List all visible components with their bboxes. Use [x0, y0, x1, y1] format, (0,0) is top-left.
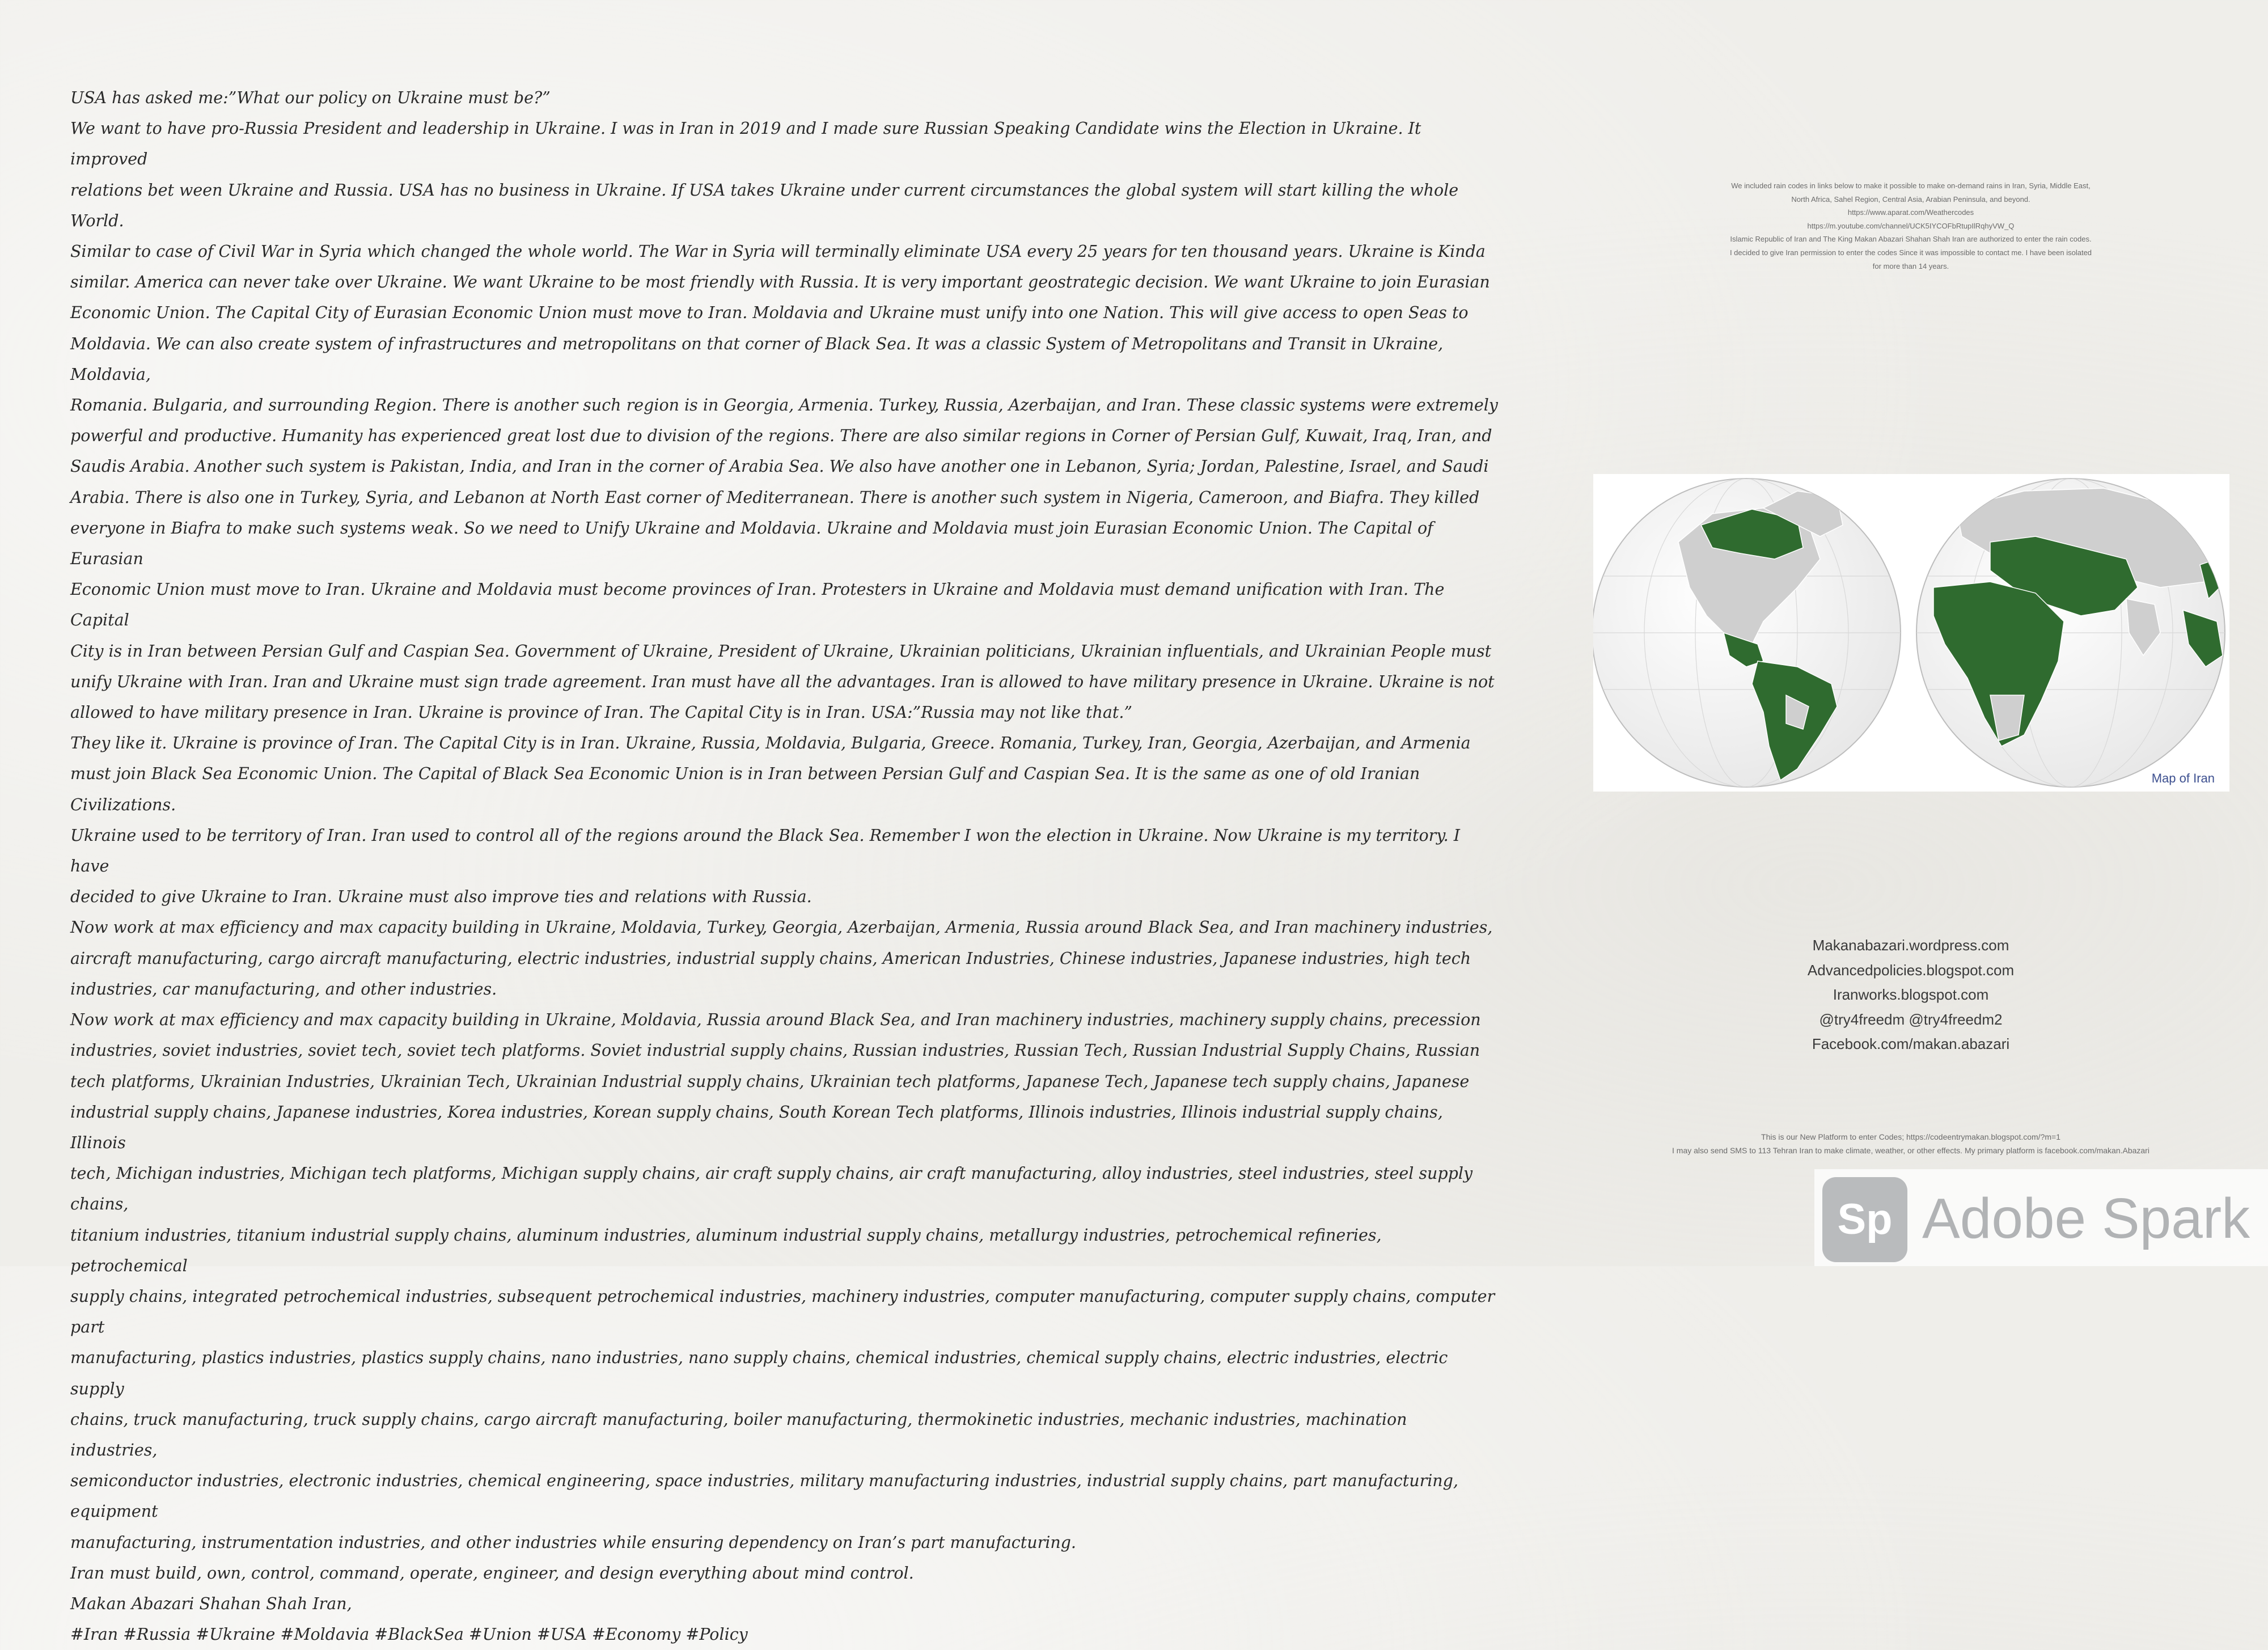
note-link[interactable]: https://www.aparat.com/Weathercodes — [1847, 208, 1974, 217]
paragraph: Iran must build, own, control, command, operate, engineer, and design everything about mind control. — [70, 1563, 914, 1583]
twitter-handles[interactable]: @try4freedm @try4freedm2 — [1819, 1010, 2003, 1028]
note-line: I decided to give Iran permission to enter the codes Since it was impossible to contact me. I have been isolated — [1729, 248, 2092, 257]
paragraph: Now work at max efficiency and max capacity building in Ukraine, Moldavia, Russia around Black Sea, and Iran machinery industries, machinery supply chains, precession industries, soviet industries, soviet tech, soviet tech platforms. Soviet industrial supply chains, Russian industries, Russian Tech, Russian Industrial Supply Chains, Russian tech platforms, Ukrainian Industries, Ukrainian Tech, Ukrainian Industrial supply chains, Ukrainian tech platforms, Japanese Tech, Japanese tech supply chains, Japanese industrial supply chains, Japanese industries, Korea industries, Korean supply chains, South Korean Tech platforms, Illinois industries, Illinois industrial supply chains, Illinois tech, Michigan industries, Michigan tech platforms, Michigan supply chains, air craft supply chains, air craft manufacturing, alloy industries, steel industries, steel supply chains, titanium industries, titanium industrial supply chains, aluminum industries, aluminum industrial supply chains, metallurgy industries, petrochemical refineries, petrochemical supply chains, integrated petrochemical industries, subsequent petrochemical industries, machinery industries, computer manufacturing, computer supply chains, computer part manufacturing, plastics industries, plastics supply chains, nano industries, nano supply chains, chemical industries, chemical supply chains, electric industries, electric supply chains, truck manufacturing, truck supply chains, cargo aircraft manufacturing, boiler manufacturing, thermokinetic industries, mechanic industries, machination industries, semiconductor industries, electronic industries, chemical engineering, space industries, military manufacturing industries, industrial supply chains, part manufacturing, equipment manufacturing, instrumentation industries, and other industries while ensuring dependency on Iran’s part manufacturing. — [70, 1010, 1495, 1552]
paragraph: USA has asked me:”What our policy on Ukraine must be?” — [70, 88, 551, 107]
rain-codes-note — [1695, 179, 2126, 273]
platform-note — [1576, 1130, 2245, 1157]
globe-map-graphic — [1593, 474, 2229, 792]
note-line: I may also send SMS to 113 Tehran Iran to make climate, weather, or other effects. My primary platform is facebook.com/makan.Abazari — [1672, 1146, 2149, 1155]
note-line: This is our New Platform to enter Codes; https://codeentrymakan.blogspot.com/?m=1 — [1761, 1132, 2060, 1141]
hashtags: #Iran #Russia #Ukraine #Moldavia #BlackSea #Union #USA #Economy #Policy — [70, 1625, 748, 1644]
paragraph: They like it. Ukraine is province of Iran. The Capital City is in Iran. Ukraine, Russia, Moldavia, Bulgaria, Greece. Romania, Turkey, Iran, Georgia, Azerbaijan, and Armenia must join Black Sea Economic Union. The Capital of Black Sea Economic Union is in Iran between Persian Gulf and Caspian Sea. It is the same as one of old Iranian Civilizations. Ukraine used to be territory of Iran. Iran used to control all of the regions around the Black Sea. Remember I won the election in Ukraine. Now Ukraine is my territory. I have decided to give Ukraine to Iran. Ukraine must also improve ties and relations with Russia. — [70, 734, 1471, 907]
map-caption: Map of Iran — [2151, 771, 2215, 785]
signature-line: Makan Abazari Shahan Shah Iran, — [70, 1594, 352, 1613]
spark-logo-icon: Sp — [1822, 1177, 1907, 1262]
link-iranworks[interactable]: Iranworks.blogspot.com — [1833, 986, 1989, 1003]
link-facebook[interactable]: Facebook.com/makan.abazari — [1812, 1035, 2010, 1052]
note-line: We included rain codes in links below to make it possible to make on-demand rains in Iran, Syria, Middle East, — [1731, 181, 2091, 190]
links-list — [1741, 933, 2081, 1057]
note-line: North Africa, Sahel Region, Central Asia, Arabian Peninsula, and beyond. — [1791, 194, 2030, 204]
map-image — [1593, 474, 2229, 792]
note-link[interactable]: https://m.youtube.com/channel/UCK5IYCOFbRtupIlRqhyVW_Q — [1807, 221, 2015, 230]
western-globe — [1593, 479, 1905, 787]
adobe-spark-watermark — [1814, 1169, 2268, 1266]
paragraph: Now work at max efficiency and max capacity building in Ukraine, Moldavia, Turkey, Georgia, Azerbaijan, Armenia, Russia around Black Sea, and Iran machinery industries, aircraft manufacturing, cargo aircraft manufacturing, electric industries, industrial supply chains, American Industries, Chinese industries, Japanese industries, high tech industries, car manufacturing, and other industries. — [70, 918, 1493, 999]
paragraph: We want to have pro-Russia President and leadership in Ukraine. I was in Iran in 2019 and I made sure Russian Speaking Candidate wins the Election in Ukraine. It improved relations bet ween Ukraine and Russia. USA has no business in Ukraine. If USA takes Ukraine under current circumstances the global system will start killing the whole World. Similar to case of Civil War in Syria which changed the whole world. The War in Syria will terminally eliminate USA every 25 years for ten thousand years. Ukraine is Kinda similar. America can never take over Ukraine. We want Ukraine to be most friendly with Russia. It is very important geostrategic decision. We want Ukraine to join Eurasian Economic Union. The Capital City of Eurasian Economic Union must move to Iran. Moldavia and Ukraine must unify into one Nation. This will give access to open Seas to Moldavia. We can also create system of infrastructures and metropolitans on that corner of Black Sea. It was a classic System of Metropolitans and Transit in Ukraine, Moldavia, Romania. Bulgaria, and surrounding Region. There is another such region is in Georgia, Armenia. Turkey, Russia, Azerbaijan, and Iran. These classic systems were extremely powerful and productive. Humanity has experienced great lost due to division of the regions. There are also similar regions in Corner of Persian Gulf, Kuwait, Iraq, Iran, and Saudis Arabia. Another such system is Pakistan, India, and Iran in the corner of Arabia Sea. We also have another one in Lebanon, Syria; Jordan, Palestine, Israel, and Saudi Arabia. There is also one in Turkey, Syria, and Lebanon at North East corner of Mediterranean. There is another such system in Nigeria, Cameroon, and Biafra. They killed everyone in Biafra to make such systems weak. So we need to Unify Ukraine and Moldavia. Ukraine and Moldavia must join Eurasian Economic Union. The Capital of Eurasian Economic Union must move to Iran. Ukraine and Moldavia must become provinces of Iran. Protesters in Ukraine and Moldavia must demand unification with Iran. The Capital City is in Iran between Persian Gulf and Caspian Sea. Government of Ukraine, President of Ukraine, Ukrainian politicians, Ukrainian influentials, and Ukrainian People must unify Ukraine with Iran. Iran and Ukraine must sign trade agreement. Iran must have all the advantages. Iran is allowed to have military presence in Ukraine. Ukraine is not allowed to have military presence in Iran. Ukraine is province of Iran. The Capital City is in Iran. USA:”Russia may not like that.” — [70, 119, 1498, 722]
note-line: for more than 14 years. — [1872, 261, 1949, 270]
link-blogspot[interactable]: Advancedpolicies.blogspot.com — [1807, 961, 2015, 979]
note-line: Islamic Republic of Iran and The King Makan Abazari Shahan Shah Iran are authorized to enter the rain codes. — [1730, 235, 2092, 244]
brand-name: Adobe Spark — [1922, 1187, 2250, 1250]
link-wordpress[interactable]: Makanabazari.wordpress.com — [1812, 937, 2009, 954]
article-text — [70, 83, 1499, 1650]
eastern-globe — [1911, 479, 2228, 787]
